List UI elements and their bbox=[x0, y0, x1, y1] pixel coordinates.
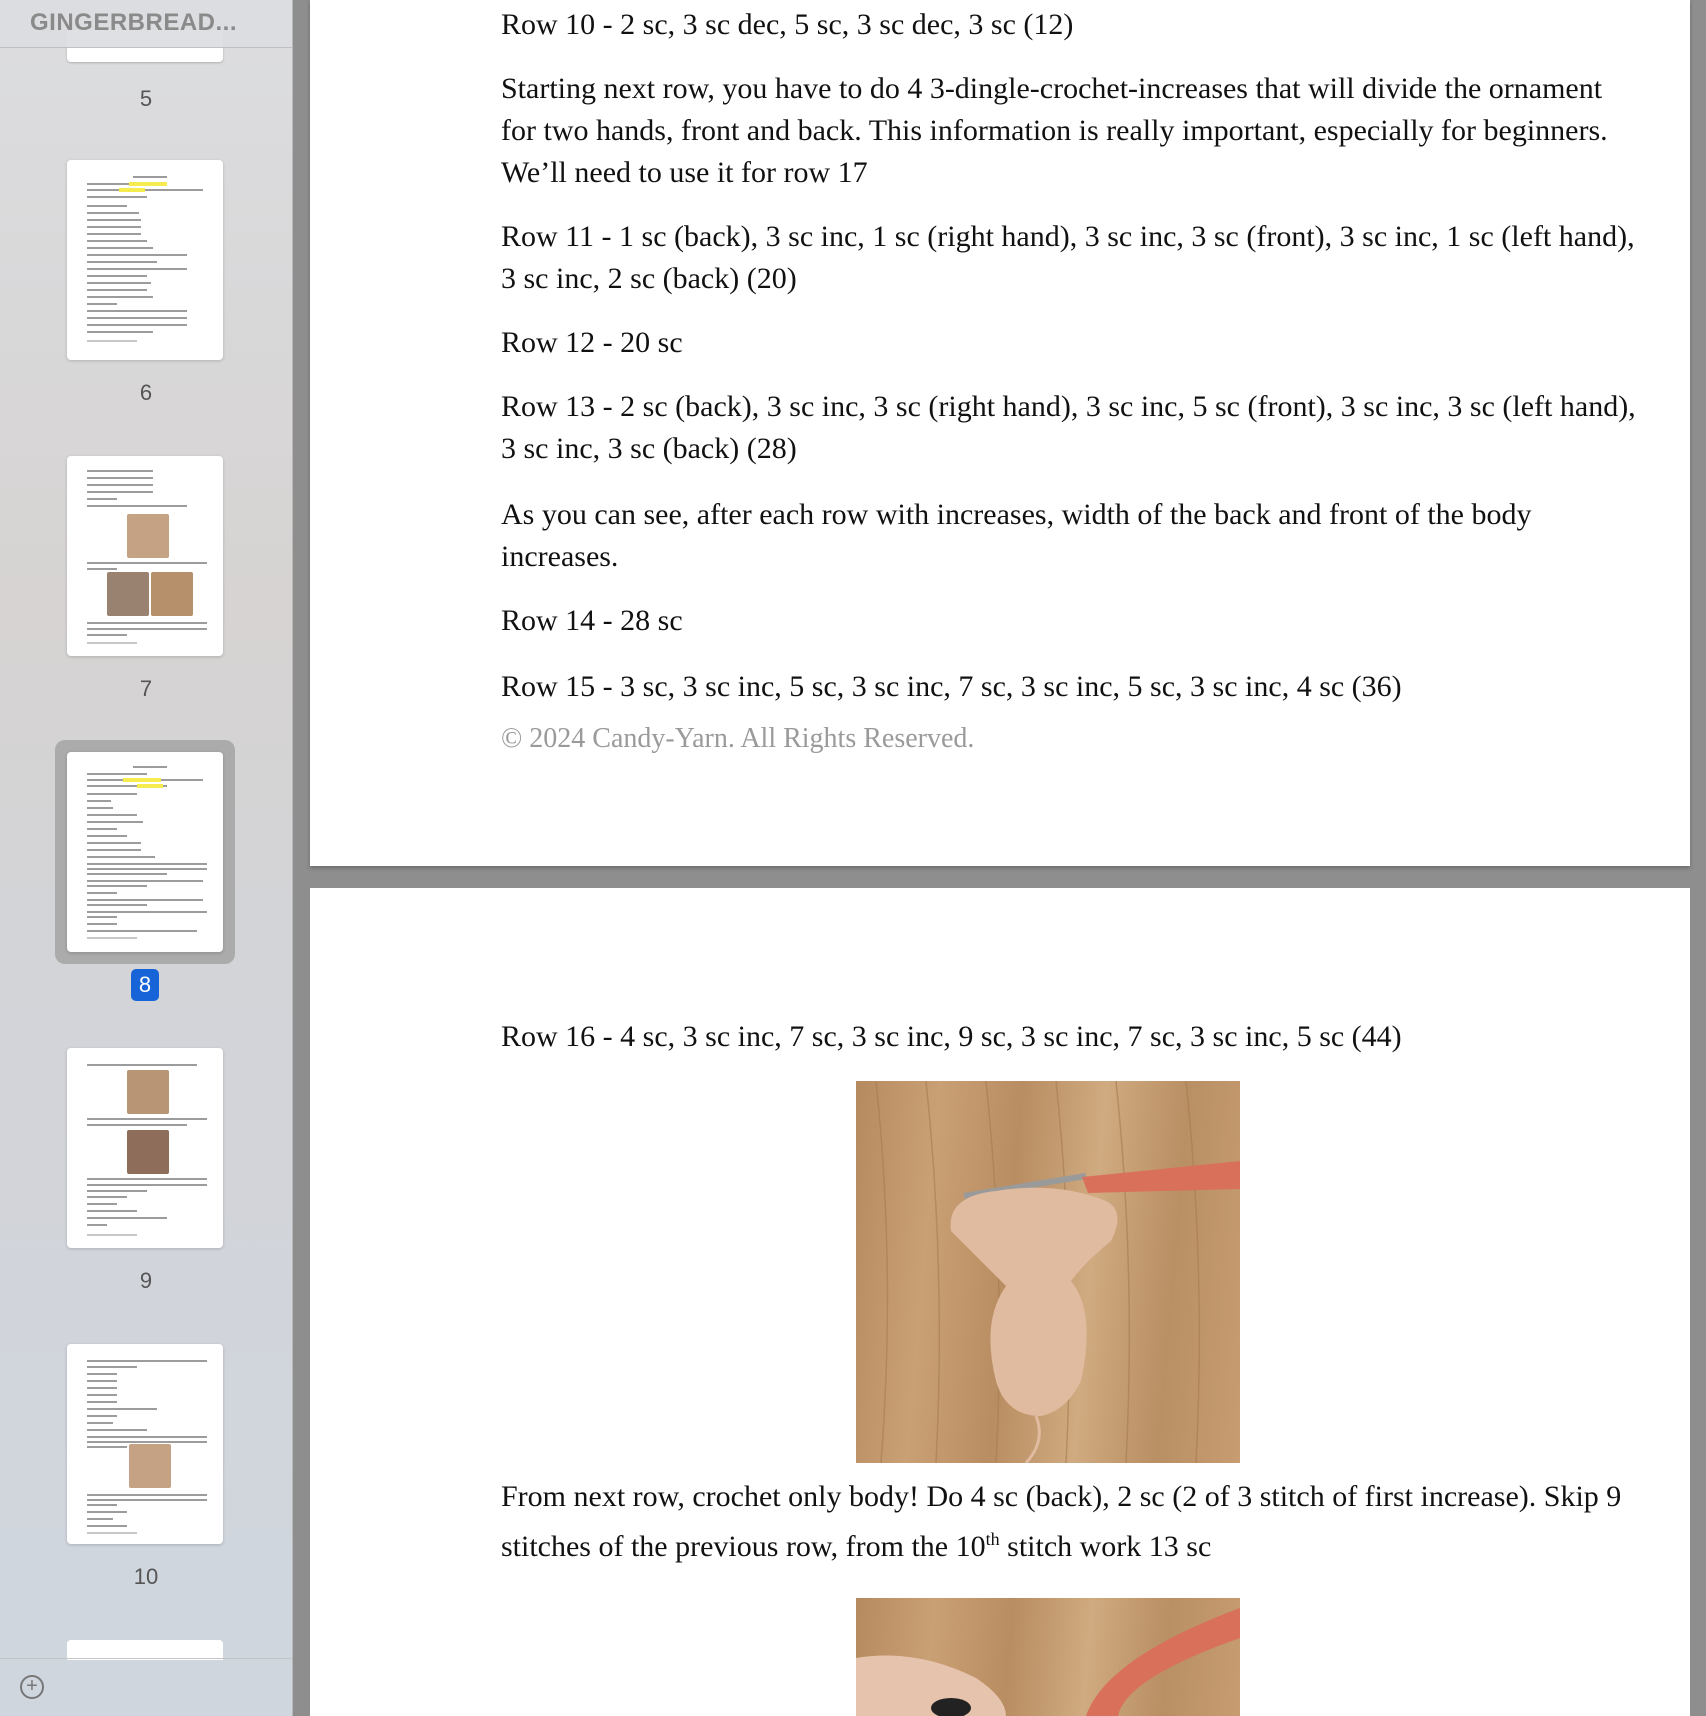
document-title: GINGERBREAD... bbox=[0, 0, 292, 48]
row-12-text: Row 12 - 20 sc bbox=[501, 326, 683, 359]
body-only-instruction: From next row, crochet only body! Do 4 sc (back), 2 sc (2 of 3 stitch of first increase). Skip 9 stitches of the previous row, from the 10th stitch work 13 sc bbox=[501, 1480, 1622, 1563]
width-note: As you can see, after each row with increases, width of the back and front of the body increases. bbox=[501, 498, 1532, 573]
thumbnail-sidebar bbox=[0, 0, 293, 1716]
thumbnail-page-7[interactable] bbox=[67, 456, 223, 656]
thumbnail-page-6[interactable] bbox=[67, 160, 223, 360]
instruction-note: Starting next row, you have to do 4 3-dingle-crochet-increases that will divide the ornament for two hands, front and back. This information is really important, especially for beginners. We’ll need to use it for row 17 bbox=[501, 72, 1608, 189]
row-15-text: Row 15 - 3 sc, 3 sc inc, 5 sc, 3 sc inc, 7 sc, 3 sc inc, 5 sc, 3 sc inc, 4 sc (36) bbox=[501, 670, 1402, 703]
page-number-7: 7 bbox=[139, 676, 153, 701]
crochet-photo-row16 bbox=[856, 1081, 1240, 1463]
row-11-text: Row 11 - 1 sc (back), 3 sc inc, 1 sc (right hand), 3 sc inc, 3 sc (front), 3 sc inc, 1 sc (left hand), 3 sc inc, 2 sc (back) (20) bbox=[501, 220, 1635, 295]
row-16-text: Row 16 - 4 sc, 3 sc inc, 7 sc, 3 sc inc, 9 sc, 3 sc inc, 7 sc, 3 sc inc, 5 sc (44) bbox=[501, 1020, 1402, 1053]
page-number-9: 9 bbox=[139, 1268, 153, 1293]
copyright-text: © 2024 Candy-Yarn. All Rights Reserved. bbox=[501, 723, 975, 754]
crochet-photo-row17 bbox=[856, 1598, 1240, 1716]
thumbnail-page-10[interactable] bbox=[67, 1344, 223, 1544]
page-number-6: 6 bbox=[139, 380, 153, 405]
row-10-text: Row 10 - 2 sc, 3 sc dec, 5 sc, 3 sc dec, 3 sc (12) bbox=[501, 8, 1074, 41]
page-number-5: 5 bbox=[139, 86, 153, 111]
row-13-text: Row 13 - 2 sc (back), 3 sc inc, 3 sc (right hand), 3 sc inc, 5 sc (front), 3 sc inc, 3 sc (left hand), 3 sc inc, 3 sc (back) (28) bbox=[501, 390, 1636, 465]
page-number-8-selected: 8 bbox=[131, 969, 159, 1001]
document-page-8 bbox=[310, 0, 1690, 866]
add-circle-icon[interactable]: + bbox=[20, 1675, 44, 1699]
thumbnail-page-9[interactable] bbox=[67, 1048, 223, 1248]
document-page-9 bbox=[310, 888, 1690, 1716]
thumbnail-page-11[interactable] bbox=[67, 1640, 223, 1660]
page-number-10: 10 bbox=[133, 1564, 159, 1589]
row-14-text: Row 14 - 28 sc bbox=[501, 604, 683, 637]
thumbnail-page-8[interactable] bbox=[67, 752, 223, 952]
sidebar-footer bbox=[0, 1658, 292, 1716]
